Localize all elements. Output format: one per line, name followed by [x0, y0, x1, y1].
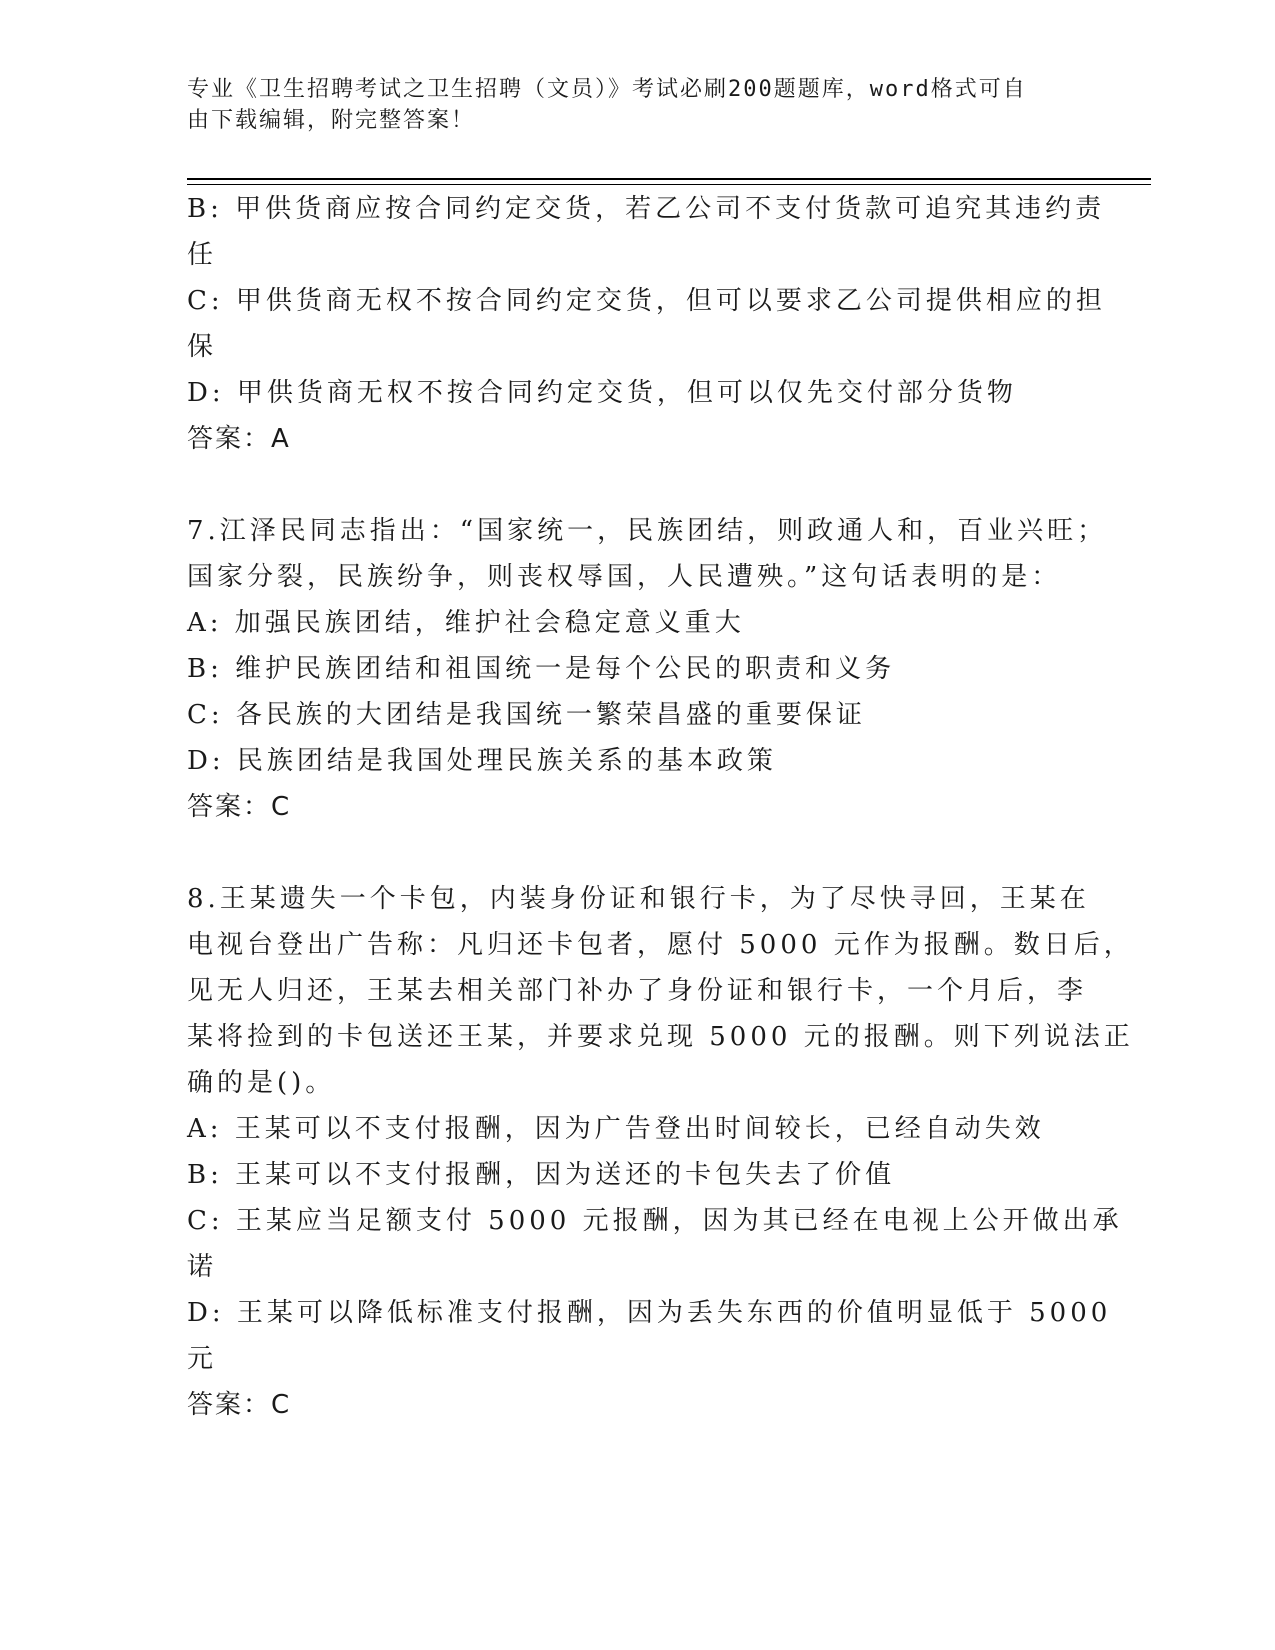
stem-line: 7.江泽民同志指出：“国家统一，民族团结，则政通人和，百业兴旺； — [187, 516, 1108, 546]
option-a — [187, 1106, 1087, 1152]
option-line: C: 王某应当足额支付 5000 元报酬，因为其已经在电视上公开做出承 — [187, 1206, 1123, 1236]
question-content — [187, 186, 1134, 1428]
stem-line: 见无人归还，王某去相关部门补办了身份证和银行卡，一个月后，李 — [187, 976, 1088, 1006]
spacer — [187, 462, 1087, 508]
answer-line: 答案：C — [187, 792, 292, 822]
option-c: C: 各民族的大团结是我国统一繁荣昌盛的重要保证 — [187, 700, 866, 730]
option-b: B: 维护民族团结和祖国统一是每个公民的职责和义务 — [187, 654, 896, 684]
option-a: A: 加强民族团结，维护社会稳定意义重大 — [187, 608, 745, 638]
option-line: 诺 — [187, 1252, 218, 1282]
answer-line: 答案：C — [187, 1390, 292, 1420]
stem-line: 某将捡到的卡包送还王某，并要求兑现 5000 元的报酬。则下列说法正 — [187, 1022, 1134, 1052]
option-line: D: 甲供货商无权不按合同约定交货，但可以仅先交付部分货物 — [187, 378, 1017, 408]
question-7 — [187, 508, 1108, 830]
spacer — [187, 830, 1087, 876]
stem-line: 电视台登出广告称：凡归还卡包者，愿付 5000 元作为报酬。数日后， — [187, 930, 1134, 960]
option-line: C: 甲供货商无权不按合同约定交货，但可以要求乙公司提供相应的担 — [187, 286, 1106, 316]
option-line: 任 — [187, 240, 218, 270]
option-d — [187, 370, 1087, 416]
option-line: A: 王某可以不支付报酬，因为广告登出时间较长，已经自动失效 — [187, 1114, 1045, 1144]
header-line-1: 专业《卫生招聘考试之卫生招聘（文员）》考试必刷200题题库，word格式可自 — [187, 77, 1027, 102]
stem-line: 确的是()。 — [187, 1068, 336, 1098]
option-b — [187, 186, 1106, 278]
option-line: D: 王某可以降低标准支付报酬，因为丢失东西的价值明显低于 5000 — [187, 1298, 1112, 1328]
option-line: B: 甲供货商应按合同约定交货，若乙公司不支付货款可追究其违约责 — [187, 194, 1106, 224]
stem-line: 国家分裂，民族纷争，则丧权辱国，人民遭殃。”这句话表明的是： — [187, 562, 1062, 592]
option-d — [187, 1290, 1112, 1382]
header-divider-thick — [187, 178, 1151, 180]
stem-line: 8.王某遗失一个卡包，内装身份证和银行卡，为了尽快寻回，王某在 — [187, 884, 1090, 914]
option-line: B: 王某可以不支付报酬，因为送还的卡包失去了价值 — [187, 1160, 896, 1190]
option-b — [187, 1152, 1087, 1198]
question-stem — [187, 508, 1108, 600]
question-stem — [187, 876, 1134, 1106]
option-d: D: 民族团结是我国处理民族关系的基本政策 — [187, 746, 777, 776]
option-line: 元 — [187, 1344, 218, 1374]
header-divider-thin — [187, 184, 1151, 185]
question-6-tail — [187, 186, 1106, 462]
option-line: 保 — [187, 332, 218, 362]
header-line-2: 由下载编辑，附完整答案！ — [187, 108, 476, 133]
option-c — [187, 278, 1106, 370]
document-header — [187, 74, 1067, 136]
option-c — [187, 1198, 1123, 1290]
question-8 — [187, 876, 1134, 1428]
answer-line: 答案：A — [187, 424, 291, 454]
